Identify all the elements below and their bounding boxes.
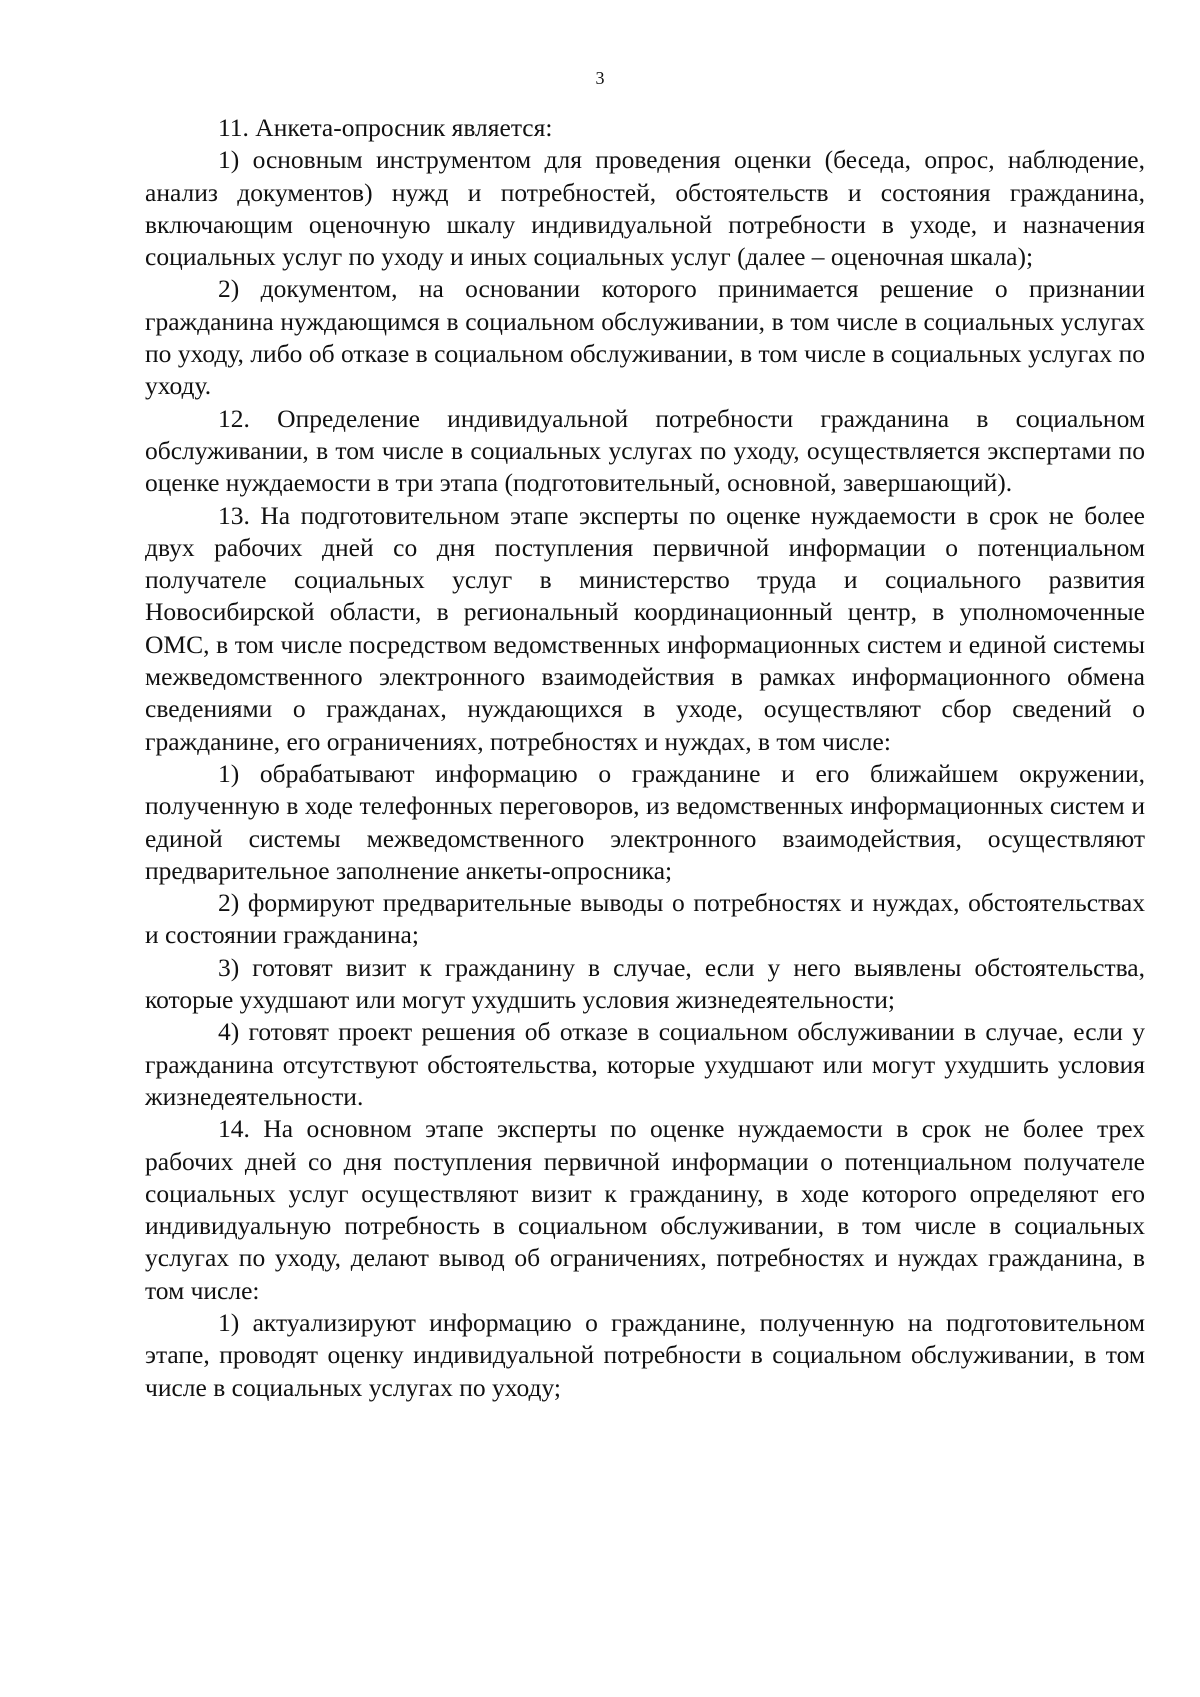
document-body (145, 112, 1145, 1404)
paragraph-item-11: 11. Анкета-опросник является: (218, 113, 553, 142)
paragraph-subitem-11-2: 2) документом, на основании которого принимается решение о признании гражданина нуждающимся в социальном обслуживании, в том числе в социальных услугах по уходу, либо об отказе в социальном обслуживании, в том числе в социальных услугах по уходу. (145, 274, 1145, 401)
paragraph-subitem-13-3: 3) готовят визит к гражданину в случае, если у него выявлены обстоятельства, которые ухудшают или могут ухудшить условия жизнедеятельности; (145, 952, 1145, 1015)
paragraph-item-14: 14. На основном этапе эксперты по оценке нуждаемости в срок не более трех рабочих дней со дня поступления первичной информации о потенциальном получателе социальных услуг осуществляют визит к гражданину, в ходе которого определяют его индивидуальную потребность в социальном обслуживании, в том числе в социальных услугах по уходу, делают вывод об ограничениях, потребностях и нуждах гражданина, в том числе: (145, 1114, 1145, 1305)
paragraph-subitem-11-1: 1) основным инструментом для проведения оценки (беседа, опрос, наблюдение, анализ документов) нужд и потребностей, обстоятельств и состояния гражданина, включающим оценочную шкалу индивидуальной потребности в уходе, и назначения социальных услуг по уходу и иных социальных услуг (далее – оценочная шкала); (145, 145, 1145, 272)
paragraph-item-12: 12. Определение индивидуальной потребности гражданина в социальном обслуживании, в том числе в социальных услугах по уходу, осуществляется экспертами по оценке нуждаемости в три этапа (подготовительный, основной, завершающий). (145, 403, 1145, 498)
page-number: 3 (595, 68, 605, 88)
paragraph-subitem-13-4: 4) готовят проект решения об отказе в социальном обслуживании в случае, если у гражданина отсутствуют обстоятельства, которые ухудшают или могут ухудшить условия жизнедеятельности. (145, 1017, 1145, 1111)
paragraph-item-13: 13. На подготовительном этапе эксперты по оценке нуждаемости в срок не более двух рабочих дней со дня поступления первичной информации о потенциальном получателе социальных услуг в министерство труда и социального развития Новосибирской области, в региональный координационный центр, в уполномоченные ОМС, в том числе посредством ведомственных информационных систем и единой системы межведомственного электронного взаимодействия в рамках информационного обмена сведениями о гражданах, нуждающихся в уходе, осуществляют сбор сведений о гражданине, его ограничениях, потребностях и нуждах, в том числе: (145, 500, 1145, 756)
paragraph-subitem-14-1: 1) актуализируют информацию о гражданине, полученную на подготовительном этапе, проводят оценку индивидуальной потребности в социальном обслуживании, в том числе в социальных услугах по уходу; (145, 1307, 1145, 1402)
paragraph-subitem-13-2: 2) формируют предварительные выводы о потребностях и нуждах, обстоятельствах и состоянии гражданина; (145, 888, 1145, 950)
paragraph-subitem-13-1: 1) обрабатывают информацию о гражданине и его ближайшем окружении, полученную в ходе телефонных переговоров, из ведомственных информационных систем и единой системы межведомственного электронного взаимодействия, осуществляют предварительное заполнение анкеты-опросника; (145, 758, 1145, 885)
